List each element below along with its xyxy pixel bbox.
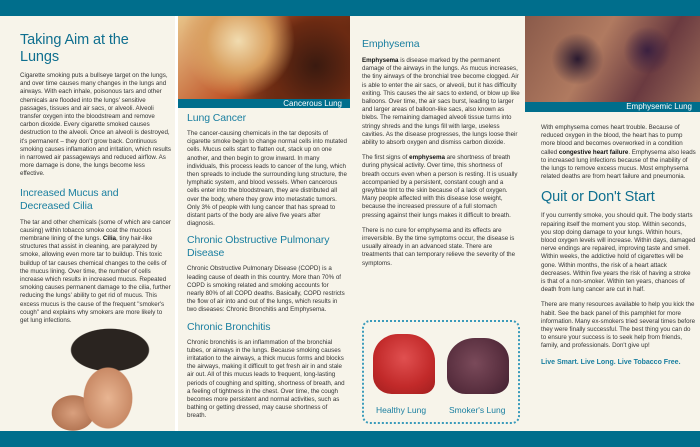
cancerous-lung-caption: Cancerous Lung [178, 99, 350, 108]
emphysema-text-1: Emphysema is disease marked by the permanent damage of the airways in the lungs. As mucus increases, the tiny airways of the bronchial tree become clogged. Air is able to enter the air sacs, or alveoli, but it has difficulty exiting. This causes the air sacs to extend, or blow up like balloons. Over time, the air sacs burst, leading to larger and larger areas of balloon-like sacs, also known as blebs. The remaining damaged alveoli tissue turns into stringy shreds and the lungs fill with large, useless cavities. As the disease progresses, the lungs loose their ability to absorb oxygen and dismiss carbon dioxide. [362, 57, 520, 147]
panel-taking-aim [0, 16, 175, 431]
cancerous-lung-photo [178, 16, 350, 99]
lung-cancer-text: The cancer-causing chemicals in the tar deposits of cigarette smoke begin to change normal cells into mutated cells. Mucus cells start to flatten out, stack up on one another, and then begin to grow inward. In many individuals, this process leads to cancer of the lung, which then spreads to include the surrounding lung structure, the lymphatic system, and blood vessels. When cancerous cells enter into the bloodstream, they are distributed all over the body, where they grow into metastatic tumors. Only 3% of people with lung cancer that has spread to distant parts of the body are alive five years after diagnosis. [187, 130, 347, 228]
copd-heading: Chronic Obstructive Pulmonary Disease [187, 234, 330, 260]
smokers-lung-caption: Smoker's Lung [449, 405, 506, 415]
intro-text: Cigarette smoking puts a bullseye target on the lungs, and over time causes many changes in the lungs and airways. With each inhale, poisonous tars and other chemicals are flooded into the lungs' sensitive passages, tissues and air sacs, or alveoli. Alveoli transfer oxygen into the bloodstream and remove carbon dioxide. Every cigarette smoked causes destruction to the alveoli. Once an alveoli is destroyed, it's permanent – they don't grow back. Continuous smoking causes inflamation and irritation, which results in narrowed air passageways and reduced airflow. As more damage is done, the lungs become less effective. [20, 72, 171, 178]
top-banner [0, 0, 700, 16]
emphysema-heading: Emphysema [362, 38, 420, 50]
heart-trouble-text: With emphysema comes heart trouble. Because of reduced oxygen in the blood, the heart has to pump more blood and becomes overworked in a condition called congestive heart failure. Emphysema also leads to increased lung infections because of the inability of the lungs to remove excess mucus. Most emphysema related deaths are from heart failure and pneumonia. [541, 124, 696, 181]
bronchitis-heading: Chronic Bronchitis [187, 320, 271, 333]
quit-heading: Quit or Don't Start [541, 189, 655, 206]
panel-lung-diseases [178, 16, 350, 431]
healthy-lung-caption: Healthy Lung [376, 405, 427, 415]
bottom-banner [0, 431, 700, 447]
page-title: Taking Aim at the Lungs [20, 32, 129, 65]
panel-quit [525, 16, 700, 431]
mucus-text: The tar and other chemicals (some of which are cancer causing) within tobacco smoke coat the mucous membrane lining of the lungs. Cilia, tiny hair-like structures that assist in cleaning, are paralyzed by smoke, allowing even more tar to buildup. This toxic buildup of tar causes chemical changes to the cells of the mucus lining. Over time, the number of cells increase which results in increased mucus. Repeated smoking causes permanent damage to the cilia, further reducing the lungs' ability to get rid of mucus. This excess mucus is the cause of the frequent "smoker's cough" and explains why smokers are more likely to get lung infections. [20, 218, 171, 325]
quit-text-2: There are many resources available to help you kick the habit. See the back panel of this pamphlet for more information. Many ex-smokers tried several times before they were finally successful. The best thing you can do to ensure your success is to seek help from friends, family, and professionals. Don't give up! [541, 301, 696, 350]
tagline: Live Smart. Live Long. Live Tobacco Free. [541, 358, 681, 366]
emphysema-text-2: The first signs of emphysema are shortness of breath during physical activity. Over time, this shortness of breath occurs even when a person is resting. It is usually accompanied by a persistent, constant cough and a grey/blue tint to the skin because of a lack of oxygen. Many people affected with this disease lose weight, because the increased pressure of a full stomach pressing against their lungs makes it difficult to breath. [362, 154, 518, 219]
mucus-heading: Increased Mucus and Decreased Cilia [20, 186, 119, 212]
quit-text-1: If you currently smoke, you should quit. The body starts repairing itself the moment you stop. Within seconds, you stop doing damage to your lungs. Within hours, blood oxygen levels will increase. Within days, damaged nerve endings are repaired, improving taste and smell. Within weeks, the addictive hold of cigarettes will be gone. Within months, the risk of a heart attack decreases. Within five years the risk of having a stroke is that of a non-smoker. Within ten years, chances of death from lung cancer are cut in half. [541, 212, 696, 294]
bronchitis-text: Chronic bronchitis is an inflammation of the bronchial tubes, or airways in the lungs. Because smoking causes irritatation to the airways, a thick mucus forms and blocks the airways, making it difficult to get fresh air in and stale air out. All of this mucus leads to frequent, long-lasting periods of coughing and spitting, shortness of breath, and a feeling of tightness in the chest. Over time, the cough becomes more persistent and normal activities, such as bathing or getting dressed, may cause shortness of breath. [187, 338, 345, 420]
emphysemic-lung-caption: Emphysemic Lung [525, 102, 700, 112]
emphysemic-lung-photo [525, 16, 700, 102]
emphysema-text-3: There is no cure for emphysema and its effects are irreversible. By the time symptoms occur, the disease is usually already in an advanced state. There are treatments that can temporary relieve the severity of the symptoms. [362, 226, 516, 267]
coughing-man-photo [48, 328, 175, 431]
lung-cancer-heading: Lung Cancer [187, 112, 247, 124]
copd-text: Chronic Obstructive Pulmonary Disease (COPD) is a leading cause of death in this country. More than 70% of COPD is smoking related and smoking accounts for nearly 80% of all COPD deaths. Basically, COPD restricts the flow of air into and out of the lungs, which results in two diseases: Chronic Bronchitis and Emphysema. [187, 265, 345, 314]
smokers-lung-photo [447, 338, 509, 394]
healthy-lung-photo [373, 334, 435, 394]
